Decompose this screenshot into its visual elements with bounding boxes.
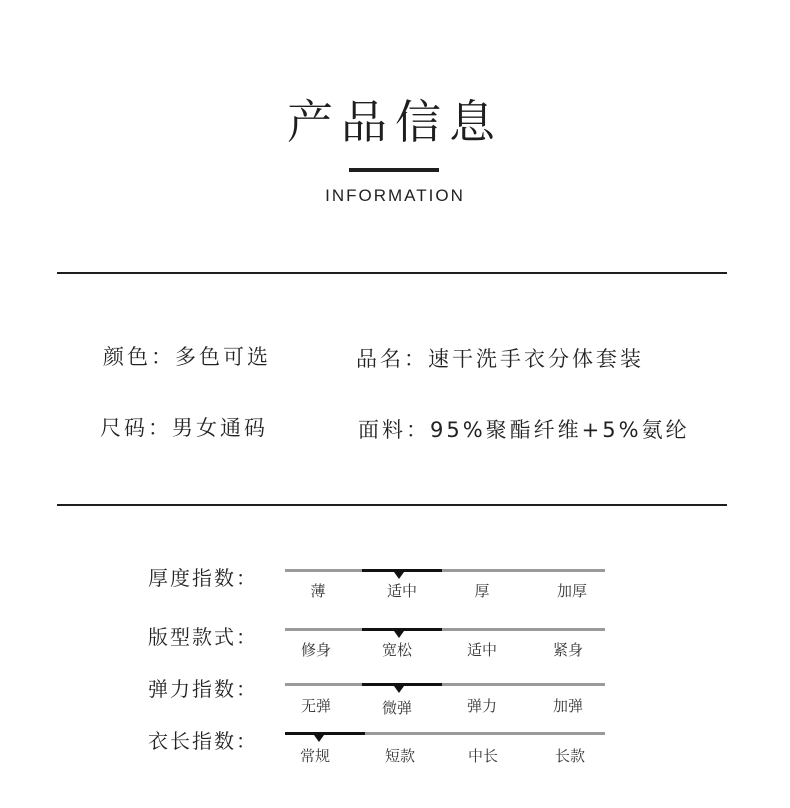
scale-option: 长款 [554, 747, 585, 765]
info-product-name: 品名：速干洗手衣分体套装 [356, 347, 644, 371]
scale-option: 适中 [386, 582, 417, 600]
scale-label: 弹力指数： [148, 677, 258, 701]
scale-track [285, 628, 605, 631]
info-size: 尺码：男女通码 [100, 416, 268, 440]
scale-option: 宽松 [381, 641, 412, 659]
scale-option: 短款 [384, 747, 415, 765]
divider-bottom [57, 504, 727, 506]
title-underline [349, 168, 439, 172]
scale-option: 无弹 [300, 697, 331, 715]
scale-option: 适中 [466, 641, 497, 659]
info-color: 颜色：多色可选 [103, 345, 271, 369]
scale-option: 加弹 [552, 697, 583, 715]
scale-option: 常规 [299, 747, 330, 765]
scale-marker-icon [314, 735, 324, 742]
scale-option: 中长 [467, 747, 498, 765]
scale-label: 版型款式： [148, 625, 258, 649]
scale-active-segment [285, 732, 365, 735]
scale-option: 弹力 [466, 697, 497, 715]
scale-marker-icon [394, 631, 404, 638]
scale-option: 薄 [310, 582, 326, 600]
scale-marker-icon [394, 686, 404, 693]
scale-option: 修身 [300, 641, 331, 659]
page-title: 产品信息 [287, 95, 503, 149]
scale-option: 加厚 [556, 582, 587, 600]
scale-option: 微弹 [381, 699, 412, 717]
scale-option: 紧身 [552, 641, 583, 659]
scale-label: 厚度指数： [148, 566, 258, 590]
scale-track [285, 683, 605, 686]
info-fabric: 面料：95%聚酯纤维+5%氨纶 [358, 418, 690, 442]
scale-label: 衣长指数： [148, 729, 258, 753]
divider-top [57, 272, 727, 274]
scale-option: 厚 [474, 582, 490, 600]
page-subtitle: INFORMATION [325, 186, 465, 205]
scale-track [285, 569, 605, 572]
scale-marker-icon [394, 572, 404, 579]
